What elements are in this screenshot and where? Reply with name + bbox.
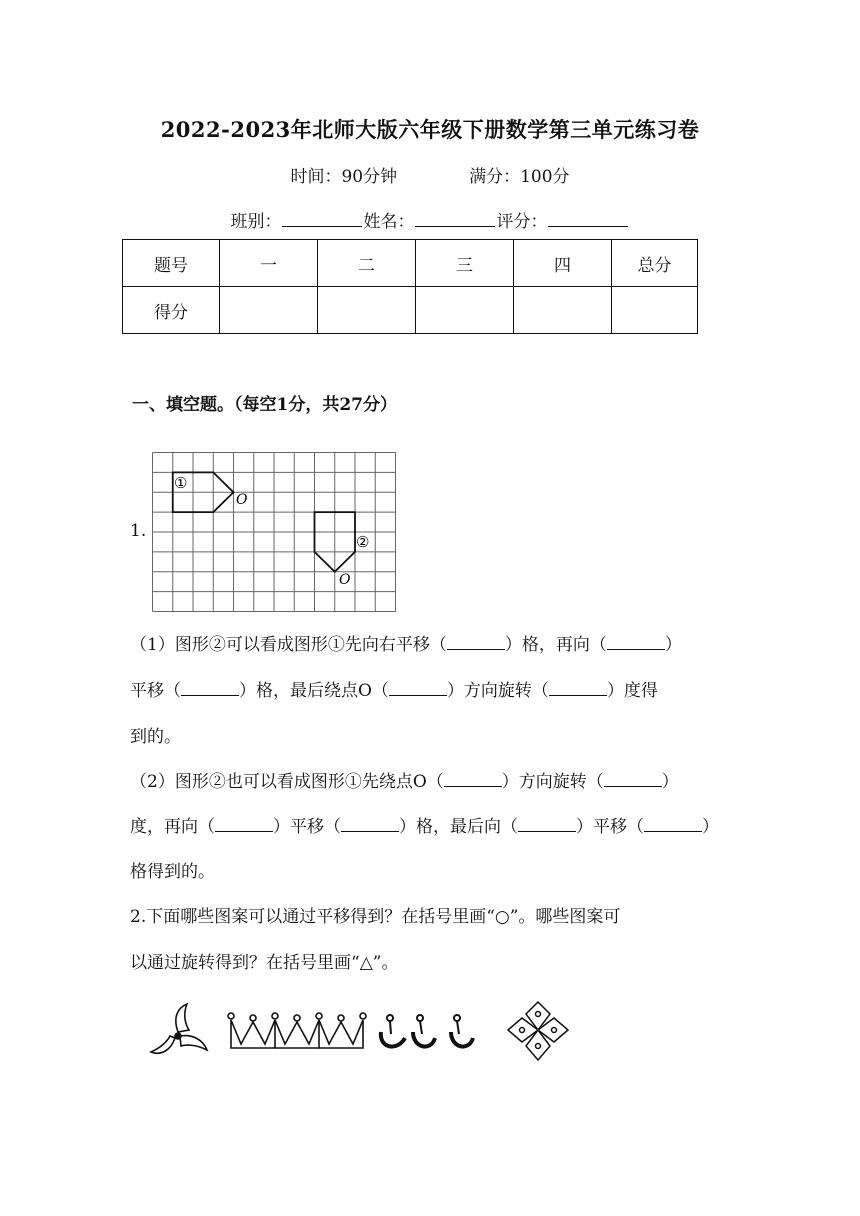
answer-blank[interactable]: [215, 817, 273, 832]
diamond-flower-icon: [508, 1002, 568, 1060]
question-number: 1.: [130, 521, 147, 541]
answer-blank[interactable]: [341, 817, 399, 832]
score-label: 评分：: [496, 212, 548, 232]
shape-2-label: ②: [356, 533, 370, 551]
answer-blank[interactable]: [549, 681, 607, 696]
patterns-row: [143, 1000, 593, 1072]
header-cell: 二: [318, 240, 416, 287]
grid-lines: [153, 453, 396, 612]
shape-1-label: ①: [174, 474, 188, 492]
grid-figure: [150, 450, 400, 612]
q2-line1: 2.下面哪些图案可以通过平移得到？在括号里画“○”。哪些图案可: [130, 907, 621, 927]
pinwheel-icon: [151, 1004, 207, 1053]
answer-blank[interactable]: [604, 772, 662, 787]
point-o-label: O: [236, 492, 248, 508]
header-cell: 一: [220, 240, 318, 287]
header-cell: 四: [514, 240, 612, 287]
answer-blank[interactable]: [181, 681, 239, 696]
row-label: 得分: [123, 287, 220, 334]
score-cell[interactable]: [318, 287, 416, 334]
q1-part2-line2: 度，再向（ ）平移（ ）格，最后向（ ）平移（ ）: [130, 817, 719, 837]
q2-line2: 以通过旋转得到？在括号里画“△”。: [130, 953, 399, 973]
score-table: [122, 239, 698, 334]
answer-blank[interactable]: [389, 681, 447, 696]
score-cell[interactable]: [220, 287, 318, 334]
name-label: 姓名：: [363, 212, 415, 232]
name-blank[interactable]: [415, 210, 495, 227]
score-cell[interactable]: [416, 287, 514, 334]
header-cell: 总分: [612, 240, 698, 287]
score-table-header-row: [123, 240, 698, 287]
page-title: 2022-2023年北师大版六年级下册数学第三单元练习卷: [160, 117, 700, 142]
answer-blank[interactable]: [444, 772, 502, 787]
q1-part1-line3: 到的。: [130, 727, 181, 747]
section-heading: 一、填空题。（每空1分，共27分）: [132, 395, 397, 415]
score-blank[interactable]: [548, 210, 628, 227]
score-cell[interactable]: [612, 287, 698, 334]
class-blank[interactable]: [282, 210, 362, 227]
answer-blank[interactable]: [447, 635, 505, 650]
hook-icon: [381, 1015, 473, 1047]
answer-blank[interactable]: [607, 635, 665, 650]
exam-meta: [0, 162, 860, 187]
full-score: 满分：100分: [469, 167, 570, 187]
header-cell: 三: [416, 240, 514, 287]
score-cell[interactable]: [514, 287, 612, 334]
point-o-label: O: [339, 572, 351, 588]
header-cell: 题号: [123, 240, 220, 287]
answer-blank[interactable]: [644, 817, 702, 832]
q1-part1-line1: （1）图形②可以看成图形①先向右平移（ ）格，再向（ ）: [130, 635, 682, 655]
class-label: 班别：: [230, 212, 282, 232]
crown-icon: [228, 1013, 366, 1048]
q1-part1-line2: 平移（ ）格，最后绕点O（ ）方向旋转（ ）度得: [130, 681, 658, 701]
student-info: [0, 207, 860, 232]
answer-blank[interactable]: [518, 817, 576, 832]
q1-part2-line1: （2）图形②也可以看成图形①先绕点O（ ）方向旋转（ ）: [130, 772, 679, 792]
q1-part2-line3: 格得到的。: [130, 862, 215, 882]
time-limit: 时间：90分钟: [290, 167, 398, 187]
score-table-row: [123, 287, 698, 334]
